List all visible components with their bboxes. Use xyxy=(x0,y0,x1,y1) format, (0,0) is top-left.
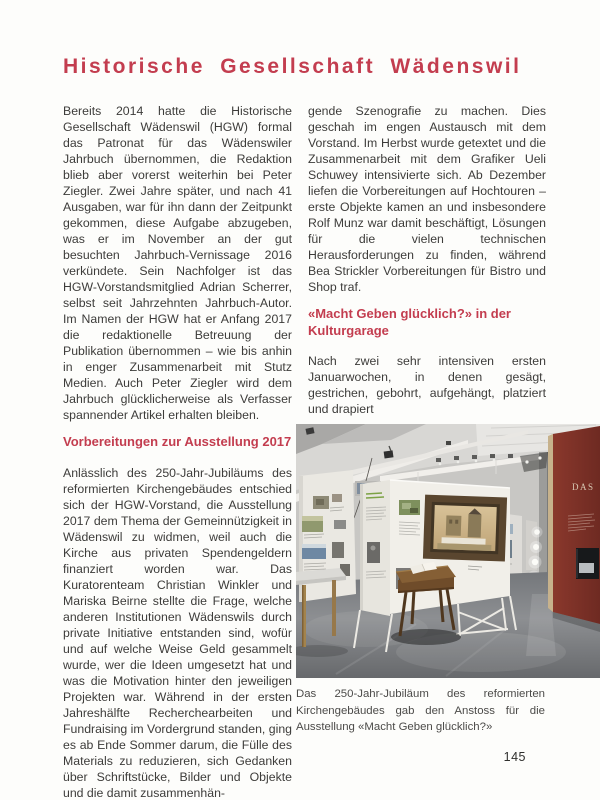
photo-panel-text: DAS xyxy=(572,482,595,492)
exhibition-photo-illustration xyxy=(296,424,600,678)
page-number: 145 xyxy=(503,750,526,764)
paragraph: gende Szenografie zu machen. Dies geschah im engen Austausch mit dem Vorstand. Im Herbst wurde getextet und die Zusammenarbeit mit dem Grafiker Ueli Schuwey intensivierte sich. Ab Dezember liefen die Vorbereitungen auf Hochtouren – erste Objekte kamen an und insbesondere Rolf Munz war damit beschäftigt, Lösungen für die vielen technischen Herausforderungen zu finden, während Bea Strickler Vorbereitungen für Bistro und Shop traf. xyxy=(308,104,546,294)
page-title: Historische Gesellschaft Wädenswil xyxy=(63,55,522,78)
left-column xyxy=(63,99,292,800)
section-heading: Vorbereitungen zur Ausstellung 2017 xyxy=(63,434,292,449)
photo-caption: Das 250-Jahr-Jubiläum des reformierten Kirchengebäudes gab den Anstoss für die Ausstellung «Macht Geben glücklich?» xyxy=(296,688,545,733)
paragraph: Bereits 2014 hatte die Historische Gesellschaft Wädenswil (HGW) formal das Patronat für das Wädenswiler Jahrbuch übernommen, die Redaktion blieb aber vorerst weiterhin bei Peter Ziegler. Zwei Jahre später, und nach 41 Ausgaben, war für ihn dann der Zeitpunkt gekommen, diese Aufgabe abzugeben, was er im November an der gut besuchten Jahrbuch-Vernissage 2016 verkündete. Sein Nachfolger ist das HGW-Vorstandsmitglied Adrian Scherrer, selbst seit Jahrzehnten Jahrbuch-Autor. Im Namen der HGW hat er Anfang 2017 die redaktionelle Betreuung der Publikation übernommen – wie bis anhin in enger Zusammenarbeit mit Stutz Medien. Auch Peter Ziegler wird dem Jahrbuch glücklicherweise als Verfasser spannender Artikel erhalten bleiben. xyxy=(63,104,292,422)
section-heading: «Macht Geben glücklich?» in der Kulturgarage xyxy=(308,306,511,338)
paragraph: Nach zwei sehr intensiven ersten Januarwochen, in denen gesägt, gestrichen, gebohrt, aufgehängt, platziert und drapiert xyxy=(308,354,546,416)
paragraph: Anlässlich des 250-Jahr-Jubiläums des reformierten Kirchengebäudes entschied sich der HGW-Vorstand, die Ausstellung 2017 dem Thema der Gemeinnützigkeit in Wädenswil zu widmen, weil auch die Kirche aus privaten Spendengeldern finanziert worden war. Das Kuratorenteam Christian Winkler und Mariska Beirne stellte die Frage, welche anderen Institutionen Wädenswils durch private Initiative entstanden sind, wofür und auf welche Weise Geld gesammelt wurde, wer die Ideen umgesetzt hat und was die Motivation hinter den jeweiligen Projekten war. Während in der ersten Jahreshälfte Recherchearbeiten und Fundraising im Vordergrund standen, ging es ab Ende Sommer darum, die Fülle des Materials zu reduzieren, sich Gedanken über Schriftstücke, Bilder und Objekte und die damit zusammenhän- xyxy=(63,465,292,800)
exhibition-photo xyxy=(296,424,600,678)
